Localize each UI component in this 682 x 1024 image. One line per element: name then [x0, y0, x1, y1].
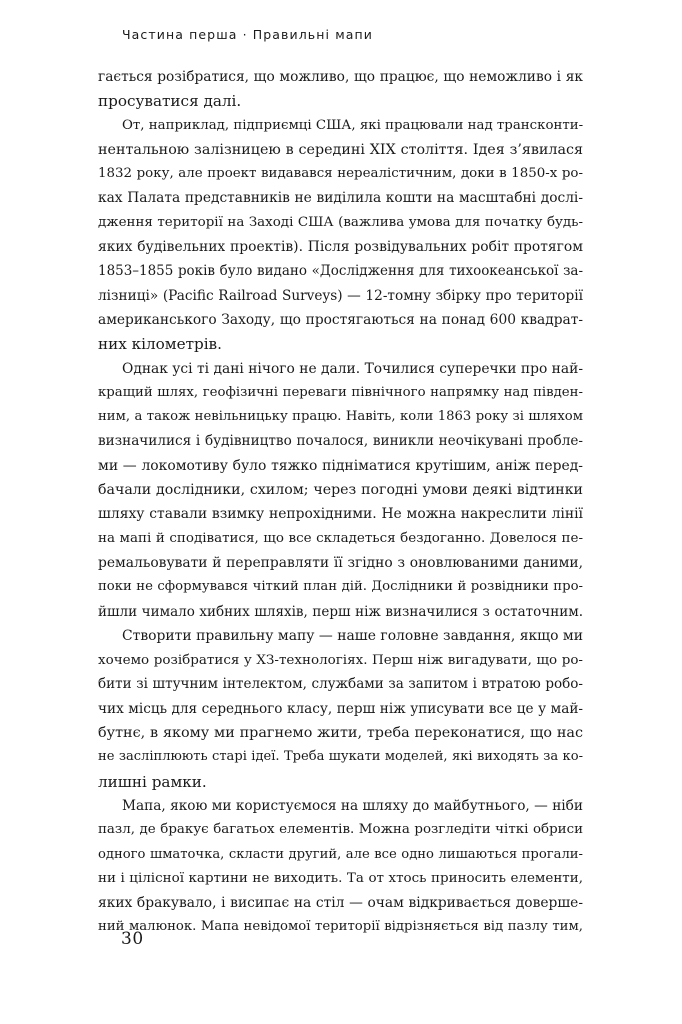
text-line: на мапі й сподіватися, що все складеться бездоганно. Довелося пе- [98, 530, 583, 546]
text-line: одного шматочка, скласти другий, але все одно лишаються прогали- [98, 846, 583, 862]
text-line: ним, а також невільницьку працю. Навіть, коли 1863 року зі шляхом [98, 409, 583, 425]
text-line: ках Палата представників не виділила кошти на масштабні дослі- [98, 190, 583, 207]
text-line: не засліплюють старі ідеї. Треба шукати моделей, які виходять за ко- [98, 749, 583, 765]
text-line: поки не сформувався чіткий план дій. Дослідники й розвідники про- [98, 579, 583, 595]
body-text [98, 65, 583, 940]
running-header: Частина перша · Правильні мапи [122, 27, 373, 42]
text-line: дження території на Заході США (важлива умова для початку будь- [98, 214, 583, 230]
text-line: яких бракувало, і висипає на стіл — очам відкривається доверше- [98, 895, 583, 912]
text-line: От, наприклад, підприємці США, які працювали над трансконти- [122, 117, 584, 133]
text-line: бачали дослідники, схилом; через погодні умови деякі відтинки [98, 482, 583, 499]
text-line: Однак усі ті дані нічого не дали. Точилися суперечки про най- [122, 360, 583, 377]
text-line: них кілометрів. [98, 335, 222, 354]
text-line: хочемо розібратися у ХЗ-технологіях. Перш ніж вигадувати, що ро- [98, 652, 583, 669]
text-line: йшли чимало хибних шляхів, перш ніж визначилися з остаточним. [98, 603, 583, 620]
text-line: яких будівельних проектів). Після розвідувальних робіт протягом [98, 239, 583, 256]
text-line: шляху ставали взимку непрохідними. Не можна накреслити лінії [98, 506, 583, 523]
text-line: 1832 року, але проект видавався нереалістичним, доки в 1850-х ро- [98, 166, 583, 182]
text-line: просуватися далі. [98, 92, 242, 111]
text-line: кращий шлях, геофізичні переваги північного напрямку над півден- [98, 384, 583, 400]
text-line: нентальною залізницею в середині XIX століття. Ідея з’явилася [98, 141, 583, 158]
text-line: ний малюнок. Мапа невідомої території відрізняється від пазлу тим, [98, 919, 583, 935]
text-line: чих місць для середнього класу, перш ніж уписувати все це у май- [98, 700, 583, 717]
text-line: визначилися і будівництво почалося, виникли неочікувані пробле- [98, 433, 583, 450]
text-line: бити зі штучним інтелектом, службами за запитом і втратою робо- [98, 676, 583, 693]
text-line: бутнє, в якому ми прагнемо жити, треба переконатися, що нас [98, 725, 583, 742]
text-line: американського Заходу, що простягаються на понад 600 квадрат- [98, 311, 583, 328]
text-line: лишні рамки. [98, 772, 207, 791]
text-line: Мапа, якою ми користуємося на шляху до майбутнього, — ніби [122, 797, 583, 814]
text-line: Створити правильну мапу — наше головне завдання, якщо ми [122, 627, 583, 644]
text-line: лізниці» (Pacific Railroad Surveys) — 12-томну збірку про території [98, 287, 583, 304]
page-number: 30 [121, 929, 144, 949]
text-line: ни і цілісної картини не виходить. Та от хтось приносить елементи, [98, 870, 583, 886]
text-line: гається розібратися, що можливо, що працює, що неможливо і як [98, 69, 583, 85]
text-line: 1853–1855 років було видано «Дослідження для тихоокеанської за- [98, 263, 583, 280]
text-line: пазл, де бракує багатьох елементів. Можна розгледіти чіткі обриси [98, 822, 583, 838]
text-line: ремальовувати й переправляти її згідно з оновлюваними даними, [98, 554, 583, 571]
text-line: ми — локомотиву було тяжко підніматися крутішим, аніж перед- [98, 457, 583, 474]
